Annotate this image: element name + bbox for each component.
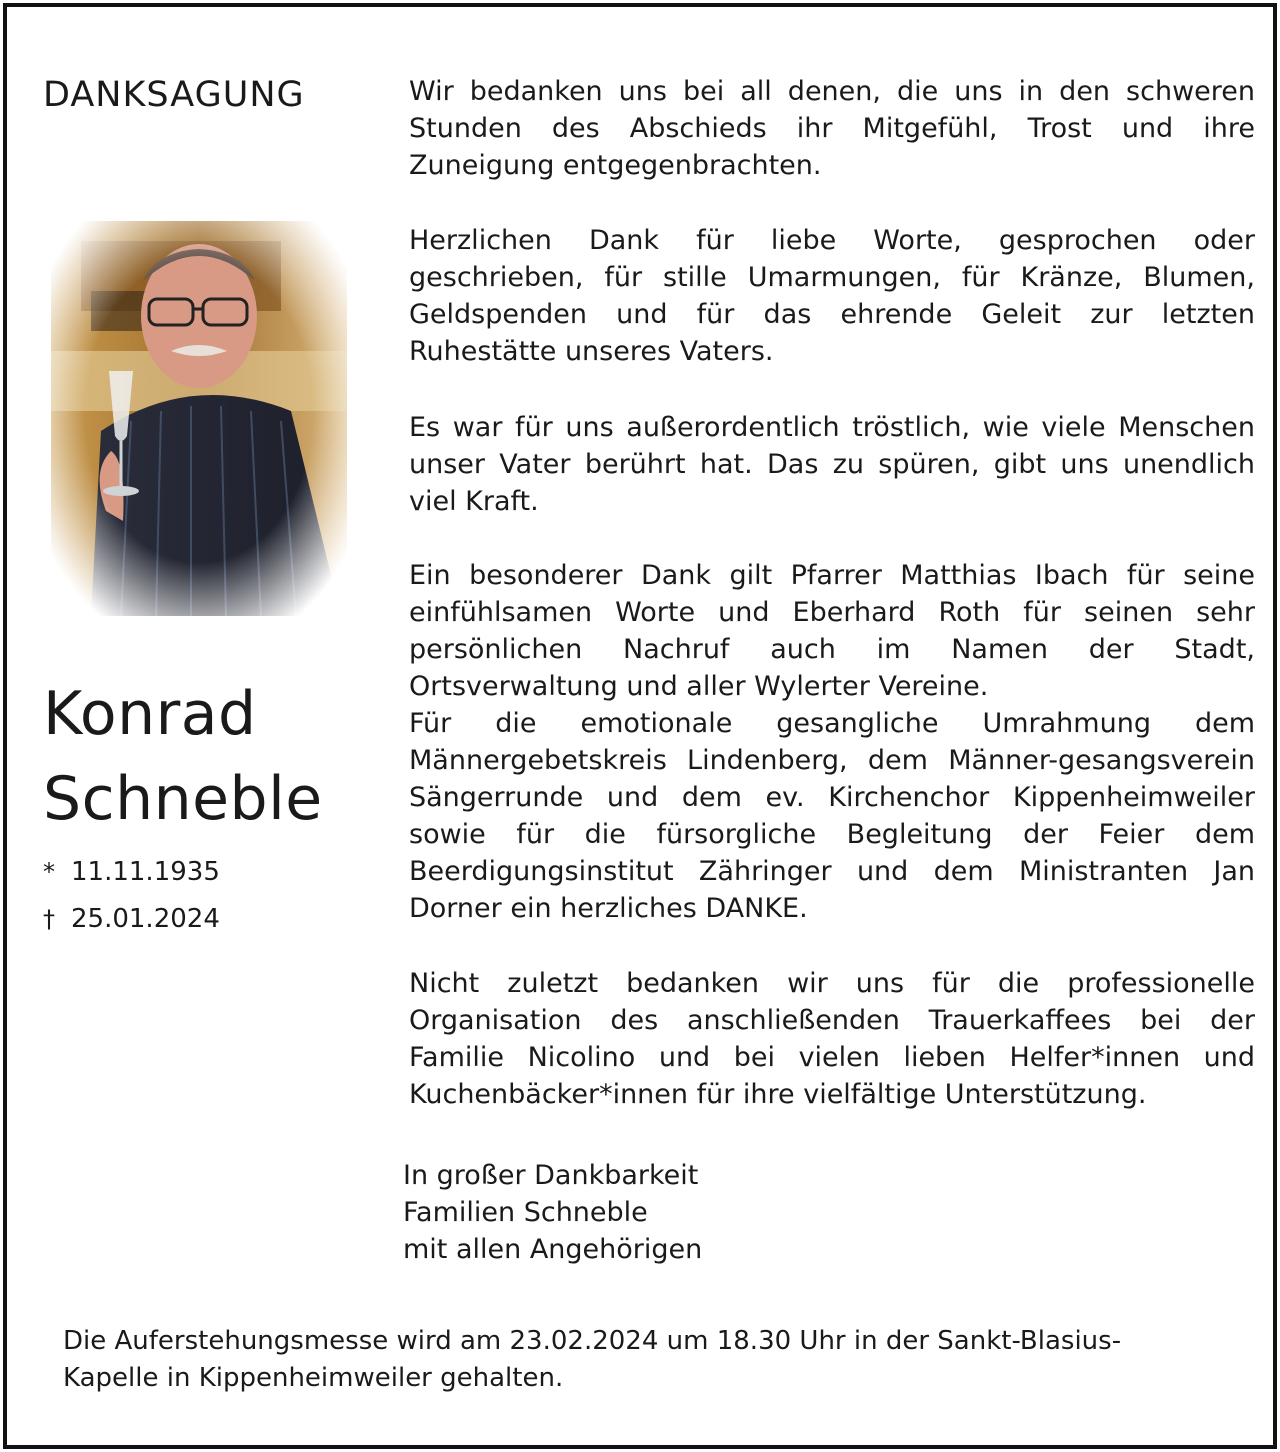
thanks-paragraph: Ein besonderer Dank gilt Pfarrer Matthias Ibach für seine einfühlsamen Worte und Eberhard Roth für seinen sehr persönlichen Nachruf auch im Namen der Stadt, Ortsverwaltung und aller Wylerter Vereine. <box>409 560 1255 702</box>
portrait-photo-graphic <box>51 221 347 616</box>
portrait-photo <box>51 221 347 616</box>
deceased-first-name: Konrad <box>43 679 257 749</box>
thanks-paragraph: Herzlichen Dank für liebe Worte, gesprochen oder geschrieben, für stille Umarmungen, für Kränze, Blumen, Geldspenden und für das ehrende Geleit zur letzten Ruhestätte unseres Vaters. <box>409 225 1255 367</box>
service-notice: Die Auferstehungsmesse wird am 23.02.2024 um 18.30 Uhr in der Sankt-Blasius-Kapelle in Kippenheimweiler gehalten. <box>63 1326 1122 1393</box>
thanks-paragraph: Wir bedanken uns bei all denen, die uns in den schweren Stunden des Abschieds ihr Mitgefühl, Trost und ihre Zuneigung entgegenbrachten. <box>409 76 1255 181</box>
deceased-last-name: Schneble <box>43 764 323 834</box>
thanks-paragraph: Es war für uns außerordentlich tröstlich, wie viele Menschen unser Vater berührt hat. Das zu spüren, gibt uns unendlich viel Kraft. <box>409 412 1255 517</box>
death-date-line <box>43 904 220 934</box>
birth-date: 11.11.1935 <box>71 857 220 887</box>
birth-star-icon: * <box>43 858 55 886</box>
thanks-paragraph: Für die emotionale gesangliche Umrahmung dem Männergebetskreis Lindenberg, dem Männer-gesangsverein Sängerrunde und dem ev. Kirchenchor Kippenheimweiler sowie für die fürsorgliche Begleitung der Feier dem Beerdigungsinstitut Zähringer und dem Ministranten Jan Dorner ein herzliches DANKE. <box>409 708 1255 924</box>
death-date: 25.01.2024 <box>71 904 220 934</box>
birth-date-line <box>43 857 220 887</box>
death-cross-icon: † <box>43 905 55 933</box>
obituary-frame <box>3 3 1277 1449</box>
closing-signature <box>403 1157 702 1268</box>
thanks-paragraph: Nicht zuletzt bedanken wir uns für die professionelle Organisation des anschließenden Trauerkaffees bei der Familie Nicolino und bei vielen lieben Helfer*innen und Kuchenbäcker*innen für ihre vielfältige Unterstützung. <box>409 968 1255 1110</box>
page-title: DANKSAGUNG <box>43 75 305 115</box>
closing-line: Familien Schneble <box>403 1197 648 1228</box>
closing-line: In großer Dankbarkeit <box>403 1160 699 1191</box>
closing-line: mit allen Angehörigen <box>403 1234 703 1265</box>
